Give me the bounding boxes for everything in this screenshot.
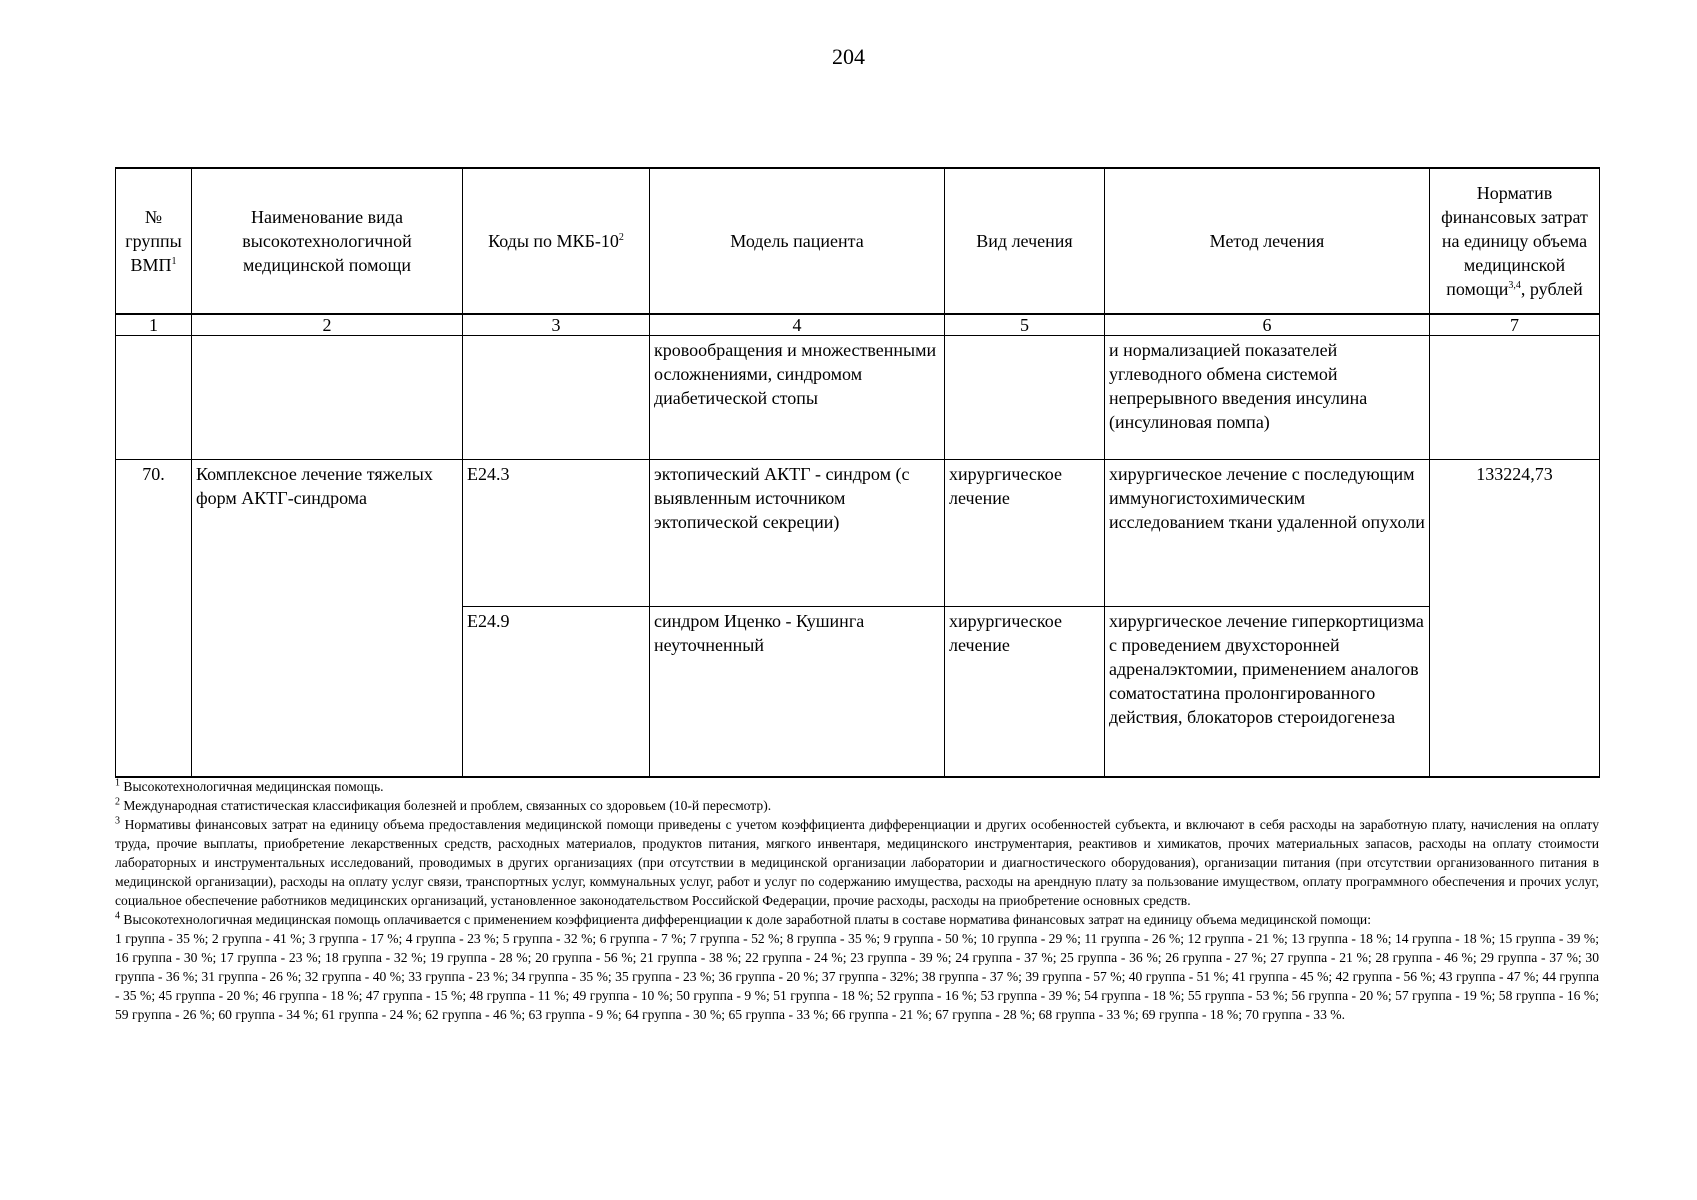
- column-number: 2: [192, 314, 463, 336]
- footnotes: [115, 777, 1599, 1024]
- column-number: 5: [945, 314, 1105, 336]
- cell-type: хирургическое лечение: [945, 607, 1105, 777]
- page-number: 204: [832, 44, 865, 69]
- cell-model: синдром Иценко - Кушинга неуточненный: [650, 607, 945, 777]
- cell-empty: [945, 336, 1105, 460]
- header-group-no: № группы ВМП$^1$: [116, 168, 192, 314]
- header-model: Модель пациента: [650, 168, 945, 314]
- column-number: 7: [1430, 314, 1600, 336]
- header-type: Вид лечения: [945, 168, 1105, 314]
- vmp-table: [115, 167, 1600, 778]
- header-norm: Норматив финансовых затрат на единицу объема медицинской помощи$^{3,4}$, рублей: [1430, 168, 1600, 314]
- cell-method: хирургическое лечение с последующим иммуногистохимическим исследованием ткани удаленной опухоли: [1105, 460, 1430, 607]
- cell-code: E24.3: [463, 460, 650, 607]
- cell-group-number: 70.: [116, 460, 192, 777]
- cell-empty: [192, 336, 463, 460]
- footnote-2: $^2$ Международная статистическая классификация болезней и проблем, связанных со здоровьем (10-й пересмотр).: [115, 796, 772, 813]
- footnote-3: $^3$ Нормативы финансовых затрат на единицу объема предоставления медицинской помощи приведены с учетом коэффициента дифференциации и других особенностей субъекта, и включают в себя расходы на заработную плату, начисления на оплату труда, прочие выплаты, приобретение лекарственных средств, расходных материалов, продуктов питания, мягкого инвентаря, медицинского инструментария, реактивов и химикатов, прочих материальных запасов, расходы на оплату стоимости лабораторных и инструментальных исследований, проводимых в других организациях (при отсутствии в медицинской организации лаборатории и диагностического оборудования), организации питания (при отсутствии организованного питания в медицинской организации), расходы на оплату услуг связи, транспортных услуг, коммунальных услуг, работ и услуг по содержанию имущества, расходы на арендную плату за пользование имуществом, оплату программного обеспечения и прочих услуг, социальное обеспечение работников медицинских организаций, установленное законодательством Российской Федерации, прочие расходы, расходы на приобретение основных средств.: [115, 815, 1599, 908]
- table-header-row: [116, 168, 1600, 314]
- column-number: 1: [116, 314, 192, 336]
- footnote-4-groups: 1 группа - 35 %; 2 группа - 41 %; 3 группа - 17 %; 4 группа - 23 %; 5 группа - 32 %; 6 группа - 7 %; 7 группа - 52 %; 8 группа - 35 %; 9 группа - 50 %; 10 группа - 29 %; 11 группа - 26 %; 12 группа - 21 %; 13 группа - 18 %; 14 группа - 18 %; 15 группа - 39 %; 16 группа - 30 %; 17 группа - 23 %; 18 группа - 32 %; 19 группа - 28 %; 20 группа - 56 %; 21 группа - 38 %; 22 группа - 24 %; 23 группа - 39 %; 24 группа - 37 %; 25 группа - 36 %; 26 группа - 27 %; 27 группа - 21 %; 28 группа - 46 %; 29 группа - 37 %; 30 группа - 36 %; 31 группа - 26 %; 32 группа - 40 %; 33 группа - 23 %; 34 группа - 35 %; 35 группа - 23 %; 36 группа - 20 %; 37 группа - 32%; 38 группа - 37 %; 39 группа - 57 %; 40 группа - 51 %; 41 группа - 45 %; 42 группа - 56 %; 43 группа - 47 %; 44 группа - 35 %; 45 группа - 20 %; 46 группа - 18 %; 47 группа - 15 %; 48 группа - 11 %; 49 группа - 10 %; 50 группа - 9 %; 51 группа - 18 %; 52 группа - 16 %; 53 группа - 39 %; 54 группа - 18 %; 55 группа - 53 %; 56 группа - 20 %; 57 группа - 19 %; 58 группа - 16 %; 59 группа - 26 %; 60 группа - 34 %; 61 группа - 24 %; 62 группа - 46 %; 63 группа - 9 %; 64 группа - 30 %; 65 группа - 33 %; 66 группа - 21 %; 67 группа - 28 %; 68 группа - 33 %; 69 группа - 18 %; 70 группа - 33 %.: [115, 931, 1599, 1022]
- header-method: Метод лечения: [1105, 168, 1430, 314]
- cell-model: эктопический АКТГ - синдром (с выявленным источником эктопической секреции): [650, 460, 945, 607]
- footnote-4: $^4$ Высокотехнологичная медицинская помощь оплачивается с применением коэффициента дифференциации к доле заработной платы в составе норматива финансовых затрат на единицу объема медицинской помощи:: [115, 910, 1371, 927]
- header-name: Наименование вида высокотехнологичной медицинской помощи: [192, 168, 463, 314]
- cell-type: хирургическое лечение: [945, 460, 1105, 607]
- cell-norm: 133224,73: [1430, 460, 1600, 777]
- column-number: 3: [463, 314, 650, 336]
- cell-name: Комплексное лечение тяжелых форм АКТГ-синдрома: [192, 460, 463, 777]
- cell-empty: [1430, 336, 1600, 460]
- cell-empty: [116, 336, 192, 460]
- header-codes: Коды по МКБ-$10^2$: [463, 168, 650, 314]
- column-number: 4: [650, 314, 945, 336]
- footnote-1: $^1$ Высокотехнологичная медицинская помощь.: [115, 777, 384, 794]
- column-numbers-row: [116, 314, 1600, 336]
- table-row-70a: [116, 460, 1600, 607]
- cell-method: и нормализацией показателей углеводного обмена системой непрерывного введения инсулина (инсулиновая помпа): [1105, 336, 1430, 460]
- cell-method: хирургическое лечение гиперкортицизма с проведением двухсторонней адреналэктомии, применением аналогов соматостатина пролонгированного действия, блокаторов стероидогенеза: [1105, 607, 1430, 777]
- column-number: 6: [1105, 314, 1430, 336]
- cell-empty: [463, 336, 650, 460]
- continuation-row: [116, 336, 1600, 460]
- cell-model: кровообращения и множественными осложнениями, синдромом диабетической стопы: [650, 336, 945, 460]
- cell-code: E24.9: [463, 607, 650, 777]
